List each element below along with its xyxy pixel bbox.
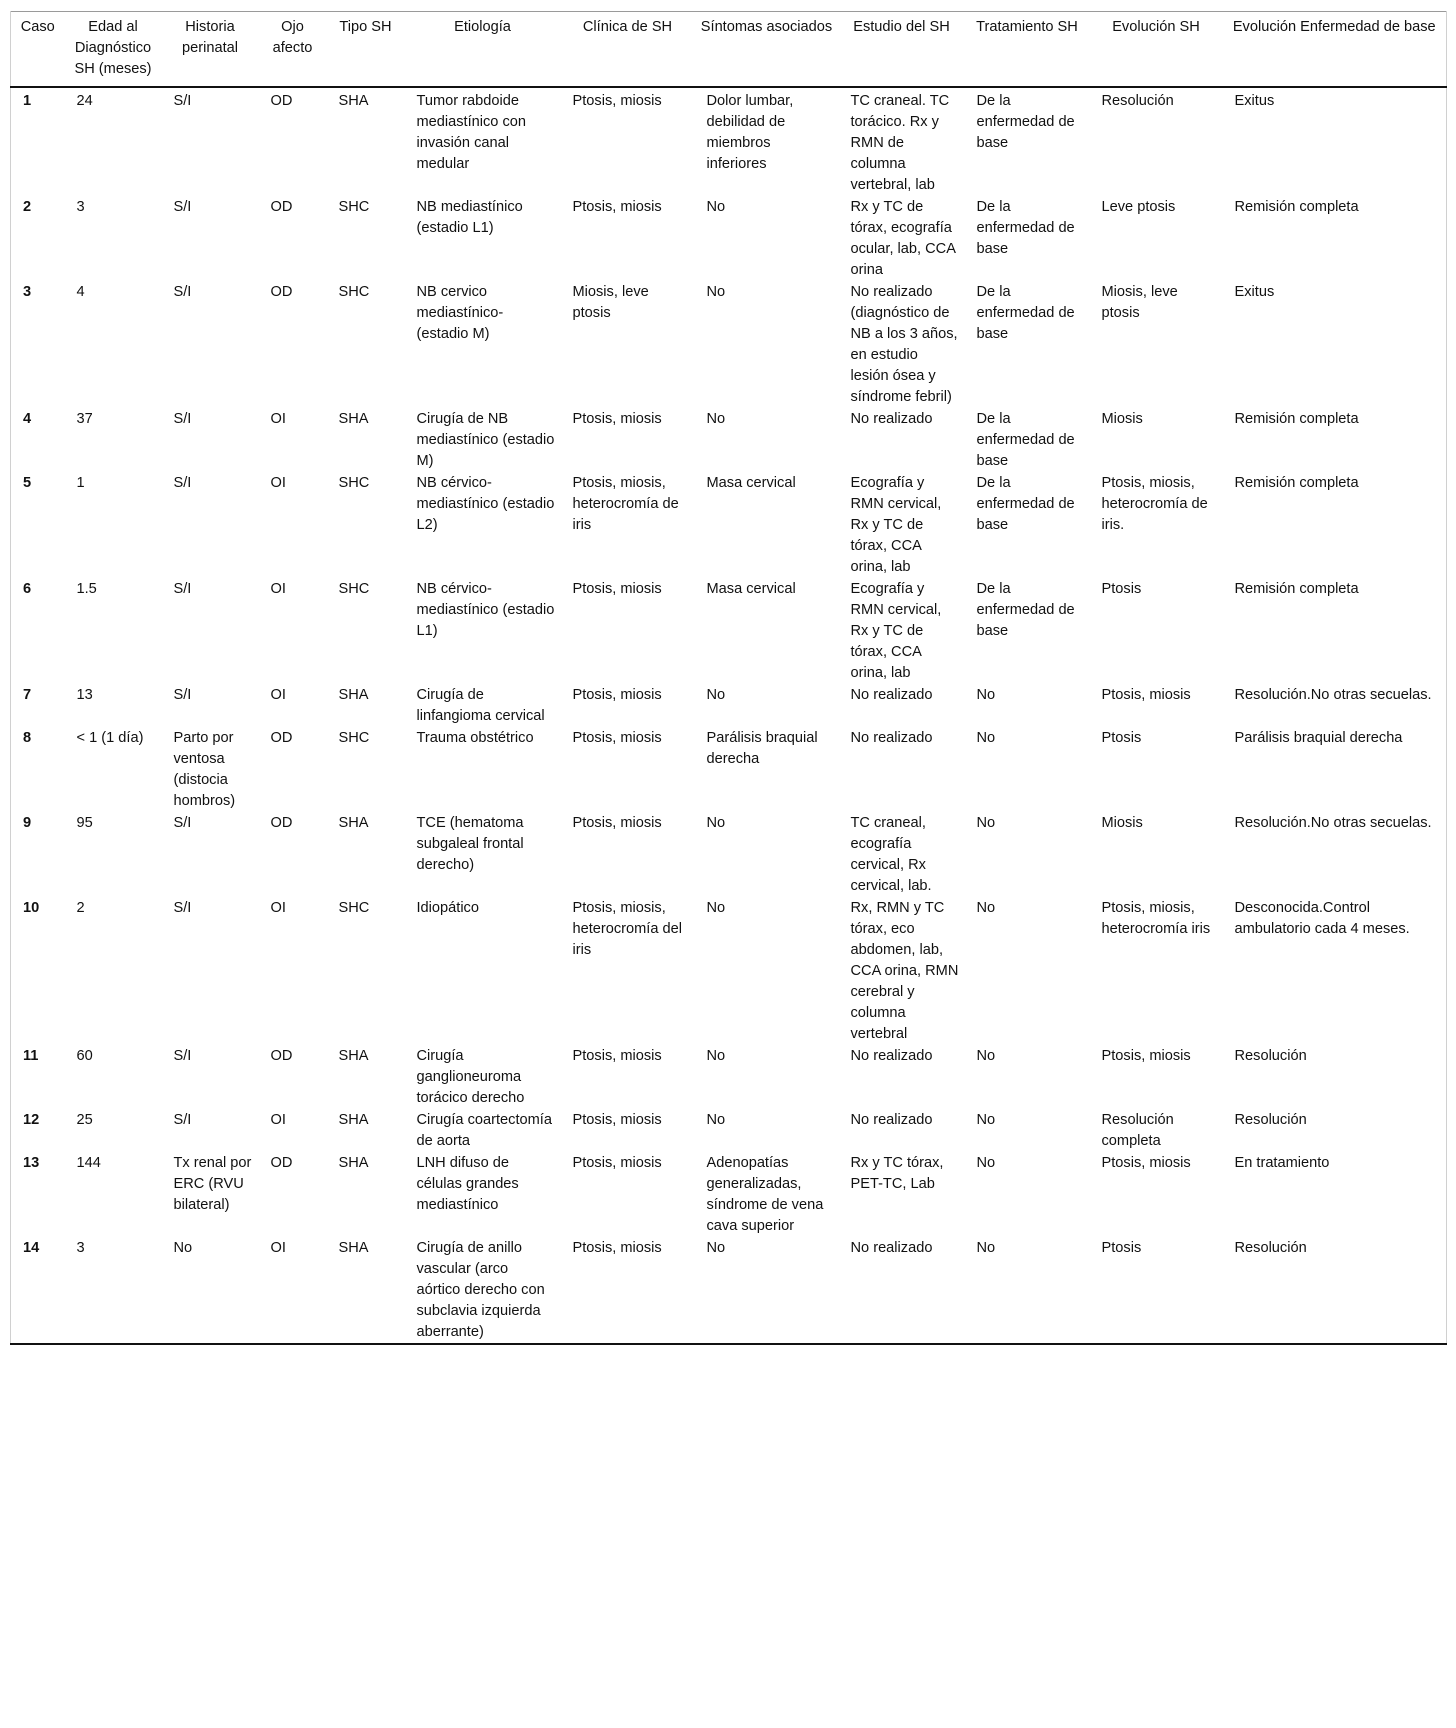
cell-evolucion-sh: Ptosis, miosis — [1101, 687, 1191, 703]
cell-estudio: Ecografía y RMN cervical, Rx y TC de tórax, CCA orina, lab — [850, 581, 942, 681]
cell-ojo: OD — [270, 93, 293, 109]
cell-sintomas: No — [706, 900, 726, 916]
cell-tratamiento: De la enfermedad de base — [976, 93, 1075, 151]
cell-tratamiento: No — [976, 687, 996, 703]
cell-sintomas: Parálisis braquial derecha — [706, 730, 818, 767]
cell-sintomas: No — [706, 411, 726, 427]
cell-etiologia: NB cérvico-mediastínico (estadio L2) — [416, 475, 555, 533]
cell-etiologia: Cirugía coartectomía de aorta — [416, 1112, 552, 1149]
cell-historia: Tx renal por ERC (RVU bilateral) — [173, 1155, 252, 1213]
cell-estudio: No realizado (diagnóstico de NB a los 3 años, en estudio lesión ósea y síndrome febril) — [850, 284, 958, 405]
cell-estudio: No realizado — [850, 1240, 933, 1256]
cell-edad: 60 — [76, 1048, 93, 1064]
cell-etiologia: Cirugía de NB mediastínico (estadio M) — [416, 411, 555, 469]
cell-tipo: SHA — [338, 815, 369, 831]
cell-sintomas: Dolor lumbar, debilidad de miembros inferiores — [706, 93, 794, 172]
header-clinica: Clínica de SH — [582, 19, 673, 35]
cell-etiologia: TCE (hematoma subgaleal frontal derecho) — [416, 815, 524, 873]
cell-historia: S/I — [173, 93, 192, 109]
cell-tipo: SHA — [338, 93, 369, 109]
cell-historia: S/I — [173, 581, 192, 597]
cell-caso: 8 — [11, 727, 65, 812]
cell-estudio: Rx, RMN y TC tórax, eco abdomen, lab, CCA orina, RMN cerebral y columna vertebral — [850, 900, 959, 1042]
cell-tipo: SHA — [338, 1240, 369, 1256]
cell-estudio: Rx y TC tórax, PET-TC, Lab — [850, 1155, 944, 1192]
cell-clinica: Ptosis, miosis — [572, 815, 662, 831]
cell-evolucion-base: Remisión completa — [1223, 578, 1447, 684]
cell-ojo: OD — [270, 1155, 293, 1171]
cell-tipo: SHA — [338, 687, 369, 703]
cell-evolucion-base: Remisión completa — [1223, 196, 1447, 281]
cell-tipo: SHA — [338, 411, 369, 427]
cell-clinica: Ptosis, miosis — [572, 1240, 662, 1256]
table-row — [11, 408, 1447, 472]
cell-ojo: OD — [270, 1048, 293, 1064]
cell-evolucion-base: Remisión completa — [1223, 472, 1447, 578]
cell-tipo: SHA — [338, 1112, 369, 1128]
table-row — [11, 897, 1447, 1045]
cell-tratamiento: No — [976, 815, 996, 831]
cell-tratamiento: De la enfermedad de base — [976, 411, 1075, 469]
cell-sintomas: No — [706, 815, 726, 831]
cell-etiologia: NB cervico mediastínico-(estadio M) — [416, 284, 504, 342]
cell-estudio: No realizado — [850, 411, 933, 427]
cell-caso: 14 — [11, 1237, 65, 1344]
cell-evolucion-base: Resolución — [1223, 1237, 1447, 1344]
cell-ojo: OI — [270, 1112, 286, 1128]
cell-historia: S/I — [173, 1048, 192, 1064]
cell-caso: 4 — [11, 408, 65, 472]
cell-edad: 1.5 — [76, 581, 97, 597]
cell-estudio: No realizado — [850, 730, 933, 746]
cell-caso: 13 — [11, 1152, 65, 1237]
cell-caso: 1 — [11, 87, 65, 196]
table-row — [11, 87, 1447, 196]
cell-clinica: Ptosis, miosis — [572, 93, 662, 109]
cell-evolucion-sh: Leve ptosis — [1101, 199, 1176, 215]
cell-clinica: Ptosis, miosis — [572, 730, 662, 746]
cell-estudio: Rx y TC de tórax, ecografía ocular, lab, CCA orina — [850, 199, 956, 278]
cell-caso: 9 — [11, 812, 65, 897]
table-row — [11, 1152, 1447, 1237]
cell-ojo: OI — [270, 900, 286, 916]
cell-evolucion-base: Desconocida.Control ambulatorio cada 4 meses. — [1223, 897, 1447, 1045]
cell-historia: S/I — [173, 475, 192, 491]
cell-ojo: OD — [270, 730, 293, 746]
cell-tratamiento: De la enfermedad de base — [976, 475, 1075, 533]
cell-estudio: No realizado — [850, 687, 933, 703]
cell-evolucion-sh: Ptosis — [1101, 730, 1142, 746]
cell-edad: 2 — [76, 900, 85, 916]
cell-etiologia: NB mediastínico (estadio L1) — [416, 199, 523, 236]
cell-caso: 12 — [11, 1109, 65, 1152]
cell-evolucion-base: Exitus — [1223, 87, 1447, 196]
cell-evolucion-sh: Miosis, leve ptosis — [1101, 284, 1178, 321]
header-ojo: Ojo afecto — [272, 19, 313, 56]
table-row — [11, 1109, 1447, 1152]
cell-clinica: Ptosis, miosis — [572, 581, 662, 597]
cell-etiologia: Trauma obstétrico — [416, 730, 534, 746]
cell-historia: No — [173, 1240, 193, 1256]
header-edad: Edad al Diagnóstico SH (meses) — [74, 19, 152, 77]
cell-caso: 7 — [11, 684, 65, 727]
table-row — [11, 727, 1447, 812]
cell-evolucion-sh: Ptosis — [1101, 1240, 1142, 1256]
header-evolucion-sh: Evolución SH — [1112, 19, 1200, 35]
cell-historia: S/I — [173, 284, 192, 300]
cell-clinica: Ptosis, miosis — [572, 1048, 662, 1064]
cell-tratamiento: No — [976, 1155, 996, 1171]
cell-tratamiento: De la enfermedad de base — [976, 581, 1075, 639]
cell-sintomas: Masa cervical — [706, 475, 796, 491]
cell-caso: 10 — [11, 897, 65, 1045]
cell-ojo: OI — [270, 411, 286, 427]
cell-tratamiento: No — [976, 1240, 996, 1256]
header-tratamiento: Tratamiento SH — [976, 19, 1078, 35]
cell-clinica: Ptosis, miosis — [572, 199, 662, 215]
cell-evolucion-sh: Ptosis — [1101, 581, 1142, 597]
header-estudio: Estudio del SH — [853, 19, 950, 35]
cell-caso: 3 — [11, 281, 65, 408]
cell-sintomas: Adenopatías generalizadas, síndrome de vena cava superior — [706, 1155, 824, 1234]
cell-historia: S/I — [173, 1112, 192, 1128]
cell-clinica: Ptosis, miosis, heterocromía del iris — [572, 900, 683, 958]
cell-etiologia: NB cérvico-mediastínico (estadio L1) — [416, 581, 555, 639]
cell-evolucion-sh: Ptosis, miosis, heterocromía de iris. — [1101, 475, 1208, 533]
table-row — [11, 281, 1447, 408]
cell-evolucion-sh: Resolución — [1101, 93, 1174, 109]
cell-sintomas: No — [706, 1112, 726, 1128]
cell-estudio: Ecografía y RMN cervical, Rx y TC de tórax, CCA orina, lab — [850, 475, 942, 575]
cell-etiologia: Cirugía de linfangioma cervical — [416, 687, 545, 724]
cell-edad: 3 — [76, 1240, 85, 1256]
cell-estudio: No realizado — [850, 1048, 933, 1064]
cell-sintomas: No — [706, 1240, 726, 1256]
cell-etiologia: Cirugía ganglioneuroma torácico derecho — [416, 1048, 525, 1106]
cell-evolucion-base: Resolución.No otras secuelas. — [1223, 812, 1447, 897]
cell-historia: S/I — [173, 687, 192, 703]
table-row — [11, 812, 1447, 897]
header-sintomas: Síntomas asociados — [700, 19, 833, 35]
cell-evolucion-base: En tratamiento — [1223, 1152, 1447, 1237]
cell-clinica: Ptosis, miosis — [572, 687, 662, 703]
header-evolucion-base: Evolución Enfermedad de base — [1223, 12, 1447, 88]
cell-caso: 11 — [11, 1045, 65, 1109]
cell-ojo: OD — [270, 199, 293, 215]
cell-sintomas: No — [706, 687, 726, 703]
cell-ojo: OI — [270, 581, 286, 597]
cell-edad: < 1 (1 día) — [76, 730, 144, 746]
cell-evolucion-sh: Ptosis, miosis — [1101, 1155, 1191, 1171]
cell-edad: 37 — [76, 411, 93, 427]
cell-tratamiento: No — [976, 900, 996, 916]
cell-edad: 95 — [76, 815, 93, 831]
cell-tratamiento: De la enfermedad de base — [976, 284, 1075, 342]
cell-edad: 25 — [76, 1112, 93, 1128]
cell-ojo: OD — [270, 284, 293, 300]
cell-evolucion-sh: Miosis — [1101, 815, 1143, 831]
cell-evolucion-base: Resolución — [1223, 1045, 1447, 1109]
table-row — [11, 1045, 1447, 1109]
cell-etiologia: LNH difuso de células grandes mediastínico — [416, 1155, 519, 1213]
cell-clinica: Miosis, leve ptosis — [572, 284, 649, 321]
cell-etiologia: Idiopático — [416, 900, 479, 916]
cell-historia: S/I — [173, 900, 192, 916]
cell-tipo: SHC — [338, 284, 370, 300]
table-container — [10, 11, 1446, 1345]
cell-etiologia: Tumor rabdoide mediastínico con invasión canal medular — [416, 93, 527, 172]
cell-estudio: No realizado — [850, 1112, 933, 1128]
table-row — [11, 578, 1447, 684]
cell-ojo: OI — [270, 687, 286, 703]
header-caso: Caso — [11, 12, 65, 88]
cell-edad: 4 — [76, 284, 85, 300]
cell-edad: 1 — [76, 475, 85, 491]
cell-tipo: SHC — [338, 900, 370, 916]
table-row — [11, 196, 1447, 281]
cell-evolucion-base: Exitus — [1223, 281, 1447, 408]
header-row — [11, 12, 1447, 88]
cell-sintomas: No — [706, 284, 726, 300]
cell-clinica: Ptosis, miosis — [572, 1155, 662, 1171]
header-tipo: Tipo SH — [339, 19, 392, 35]
cell-ojo: OI — [270, 1240, 286, 1256]
cell-edad: 13 — [76, 687, 93, 703]
cell-historia: S/I — [173, 411, 192, 427]
cell-ojo: OI — [270, 475, 286, 491]
cell-evolucion-sh: Resolución completa — [1101, 1112, 1174, 1149]
cell-caso: 2 — [11, 196, 65, 281]
cell-tipo: SHC — [338, 581, 370, 597]
table-row — [11, 684, 1447, 727]
horner-cases-table — [10, 11, 1447, 1345]
cell-evolucion-base: Parálisis braquial derecha — [1223, 727, 1447, 812]
cell-tratamiento: No — [976, 1048, 996, 1064]
cell-tipo: SHC — [338, 199, 370, 215]
cell-tratamiento: No — [976, 730, 996, 746]
cell-ojo: OD — [270, 815, 293, 831]
cell-evolucion-sh: Miosis — [1101, 411, 1143, 427]
cell-tratamiento: No — [976, 1112, 996, 1128]
cell-evolucion-base: Resolución.No otras secuelas. — [1223, 684, 1447, 727]
cell-estudio: TC craneal, ecografía cervical, Rx cervical, lab. — [850, 815, 932, 894]
cell-tipo: SHC — [338, 730, 370, 746]
cell-clinica: Ptosis, miosis, heterocromía de iris — [572, 475, 679, 533]
cell-evolucion-sh: Ptosis, miosis — [1101, 1048, 1191, 1064]
cell-sintomas: No — [706, 199, 726, 215]
cell-edad: 24 — [76, 93, 93, 109]
cell-clinica: Ptosis, miosis — [572, 1112, 662, 1128]
cell-historia: S/I — [173, 199, 192, 215]
cell-sintomas: No — [706, 1048, 726, 1064]
cell-evolucion-base: Remisión completa — [1223, 408, 1447, 472]
cell-tipo: SHA — [338, 1048, 369, 1064]
cell-evolucion-base: Resolución — [1223, 1109, 1447, 1152]
cell-tipo: SHA — [338, 1155, 369, 1171]
cell-evolucion-sh: Ptosis, miosis, heterocromía iris — [1101, 900, 1211, 937]
cell-etiologia: Cirugía de anillo vascular (arco aórtico derecho con subclavia izquierda aberrante) — [416, 1240, 545, 1340]
cell-caso: 6 — [11, 578, 65, 684]
table-row — [11, 1237, 1447, 1344]
cell-tratamiento: De la enfermedad de base — [976, 199, 1075, 257]
table-row — [11, 472, 1447, 578]
cell-caso: 5 — [11, 472, 65, 578]
cell-edad: 3 — [76, 199, 85, 215]
header-historia: Historia perinatal — [182, 19, 238, 56]
cell-historia: S/I — [173, 815, 192, 831]
header-etiologia: Etiología — [454, 19, 511, 35]
cell-tipo: SHC — [338, 475, 370, 491]
cell-historia: Parto por ventosa (distocia hombros) — [173, 730, 236, 809]
cell-sintomas: Masa cervical — [706, 581, 796, 597]
cell-edad: 144 — [76, 1155, 101, 1171]
cell-clinica: Ptosis, miosis — [572, 411, 662, 427]
cell-estudio: TC craneal. TC torácico. Rx y RMN de columna vertebral, lab — [850, 93, 950, 193]
